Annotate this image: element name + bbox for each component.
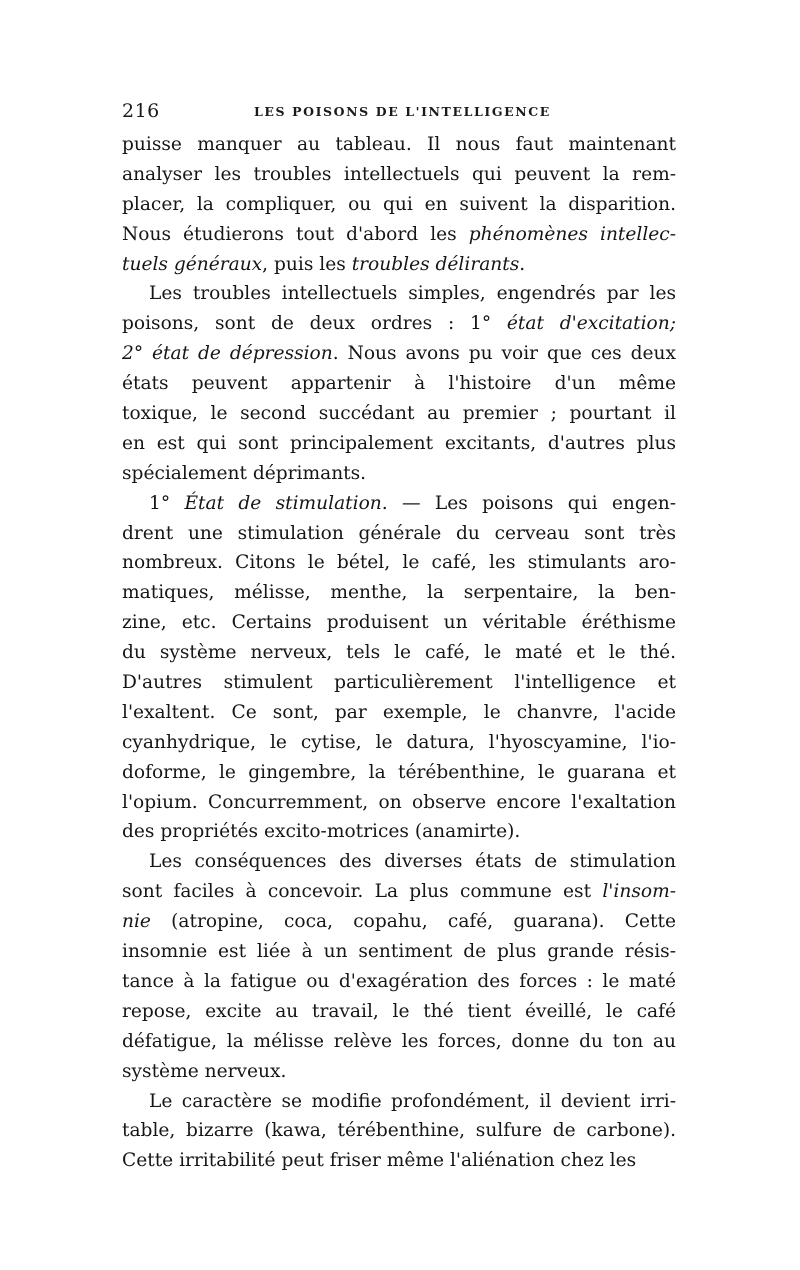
text-run: . — Les poisons qui engen-: [381, 492, 676, 514]
text-run: insomnie est liée à un sentiment de plus grande résis-: [122, 941, 676, 963]
text-line: [122, 638, 676, 668]
body-text: [122, 130, 676, 1176]
text-line: [122, 997, 676, 1027]
italic-text: État de stimulation: [184, 492, 382, 514]
text-line: [122, 758, 676, 788]
text-run: toxique, le second succédant au premier ; pourtant il: [122, 403, 676, 425]
text-line: [122, 877, 676, 907]
text-run: analyser les troubles intellectuels qui peuvent la rem-: [122, 163, 676, 185]
text-run: puisse manquer au tableau. Il nous faut maintenant: [122, 134, 676, 155]
text-line: [122, 339, 676, 369]
text-line: [122, 1027, 676, 1057]
text-run: repose, excite au travail, le thé tient éveillé, le café: [122, 1000, 676, 1022]
text-line: [122, 399, 676, 429]
italic-text: l'insom-: [602, 881, 676, 903]
text-run: poisons, sont de deux ordres : 1°: [122, 313, 507, 335]
italic-text: tuels généraux: [122, 253, 263, 275]
italic-text: 2° état de dépression: [122, 343, 333, 365]
text-run: en est qui sont principalement excitants, d'autres plus: [122, 432, 676, 454]
text-line: [122, 817, 676, 847]
text-line: [122, 1146, 676, 1176]
text-line: [122, 1087, 676, 1117]
text-line: [122, 578, 676, 608]
running-title: LES POISONS DE L'INTELLIGENCE: [254, 104, 551, 119]
text-run: zine, etc. Certains produisent un véritable éréthisme: [122, 612, 676, 634]
text-run: placer, la compliquer, ou qui en suivent la disparition.: [122, 193, 676, 215]
text-run: drent une stimulation générale du cerveau sont très: [122, 522, 676, 544]
text-run: (atropine, coca, copahu, café, guarana). Cette: [150, 911, 676, 933]
text-line: [122, 369, 676, 399]
text-line: [122, 847, 676, 877]
italic-text: nie: [122, 911, 151, 933]
running-head: [122, 100, 674, 126]
italic-text: état d'excitation;: [506, 313, 676, 335]
text-run: table, bizarre (kawa, térébenthine, sulfure de carbone).: [122, 1120, 676, 1142]
text-run: 1°: [149, 492, 185, 514]
text-line: [122, 907, 676, 937]
text-run: , puis les: [262, 253, 352, 275]
text-line: [122, 668, 676, 698]
text-run: états peuvent appartenir à l'histoire d'un même: [122, 373, 676, 395]
text-line: [122, 728, 676, 758]
text-run: l'opium. Concurremment, on observe encore l'exaltation: [122, 791, 676, 813]
text-line: [122, 190, 676, 220]
text-line: [122, 489, 676, 519]
text-line: [122, 788, 676, 818]
text-run: .: [519, 253, 526, 275]
text-line: [122, 220, 676, 250]
text-run: Cette irritabilité peut friser même l'aliénation chez les: [122, 1150, 637, 1172]
text-line: [122, 608, 676, 638]
text-run: tance à la fatigue ou d'exagération des forces : le maté: [122, 970, 676, 992]
text-line: [122, 548, 676, 578]
page-number: 216: [122, 100, 160, 122]
text-run: doforme, le gingembre, la térébenthine, le guarana et: [122, 761, 676, 783]
text-run: Les troubles intellectuels simples, engendrés par les: [149, 283, 676, 305]
text-run: spécialement déprimants.: [122, 462, 367, 484]
text-run: sont faciles à concevoir. La plus commune est: [122, 881, 603, 903]
text-run: matiques, mélisse, menthe, la serpentaire, la ben-: [122, 582, 676, 604]
italic-text: troubles délirants: [351, 253, 520, 275]
text-run: D'autres stimulent particulièrement l'intelligence et: [122, 672, 676, 694]
text-line: [122, 519, 676, 549]
text-run: du système nerveux, tels le café, le maté et le thé.: [122, 642, 676, 664]
text-line: [122, 130, 676, 160]
text-line: [122, 279, 676, 309]
text-run: Le caractère se modifie profondément, il devient irri-: [149, 1090, 676, 1112]
text-line: [122, 967, 676, 997]
text-run: nombreux. Citons le bétel, le café, les stimulants aro-: [122, 552, 676, 574]
text-line: [122, 160, 676, 190]
text-run: . Nous avons pu voir que ces deux: [332, 343, 676, 365]
text-run: des propriétés excito-motrices (anamirte).: [122, 821, 521, 843]
text-line: [122, 429, 676, 459]
text-run: Nous étudierons tout d'abord les: [122, 223, 469, 245]
text-run: l'exaltent. Ce sont, par exemple, le chanvre, l'acide: [122, 701, 676, 723]
text-run: défatigue, la mélisse relève les forces, donne du ton au: [122, 1030, 676, 1052]
text-line: [122, 250, 676, 280]
text-line: [122, 309, 676, 339]
italic-text: phénomènes intellec-: [468, 223, 677, 245]
text-line: [122, 937, 676, 967]
text-line: [122, 1057, 676, 1087]
text-run: Les conséquences des diverses états de stimulation: [149, 851, 676, 873]
text-line: [122, 698, 676, 728]
text-run: système nerveux.: [122, 1060, 287, 1082]
text-line: [122, 459, 676, 489]
text-run: cyanhydrique, le cytise, le datura, l'hyoscyamine, l'io-: [122, 731, 676, 753]
text-line: [122, 1116, 676, 1146]
